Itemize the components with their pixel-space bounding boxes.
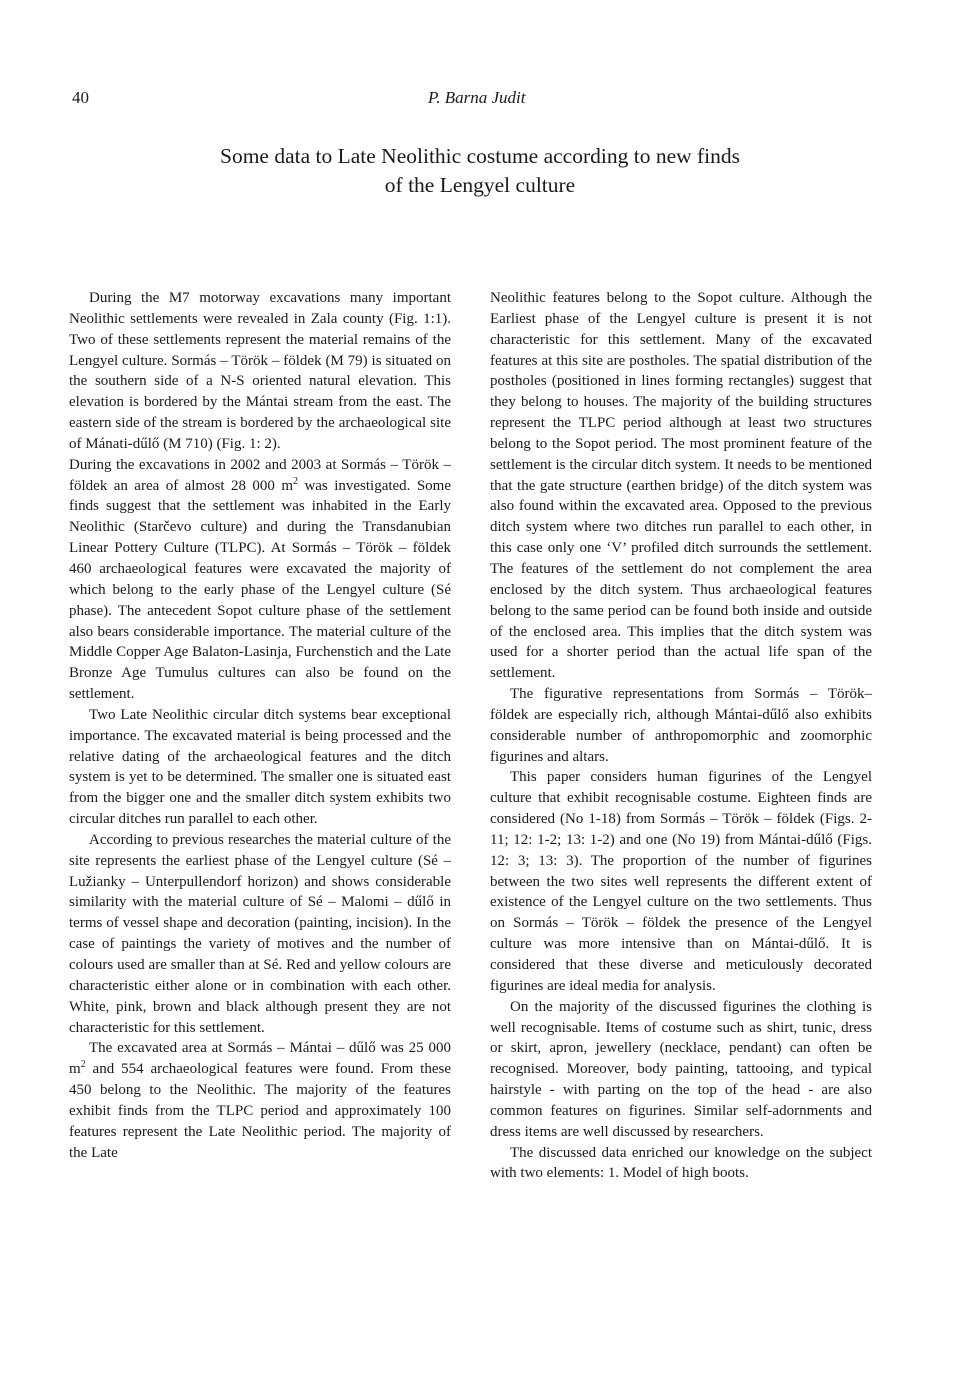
right-paragraph-1: Neolithic features belong to the Sopot culture. Although the Earliest phase of the Lengyel culture is present it is not characteristic for this settlement. Many of the excavated features at this site are postholes. The spatial distribution of the postholes (positioned in lines forming rectangles) suggest that they belong to houses. The majority of the building structures represent the TLPC period although at least two structures belong to the Sopot period. The most prominent feature of the settlement is the circular ditch system. It needs to be mentioned that the gate structure (earthen bridge) of the ditch system was also found within the excavated area. Opposed to the previous ditch system where two ditches run parallel to each other, in this case only one ‘V’ profiled ditch surrounds the settlement. The features of the settlement do not complement the area enclosed by the ditch system. Thus archaeological features belong to the same period can be found both inside and outside of the enclosed area. This implies that the ditch system was used for a shorter period than the actual life span of the settlement.	[490, 290, 872, 682]
left-paragraph-2	[69, 455, 451, 705]
superscript-2: 2	[293, 475, 299, 487]
left-paragraph-3: Two Late Neolithic circular ditch systems bear exceptional importance. The excavated material is being processed and the relative dating of the archaeological features and the ditch system is yet to be determined. The smaller one is situated east from the bigger one and the smaller ditch system exhibits two circular ditches run parallel to each other.	[69, 706, 451, 828]
left-paragraph-4: According to previous researches the material culture of the site represents the earliest phase of the Lengyel culture (Sé – Lužianky – Unterpullendorf horizon) and shows considerable similarity with the material culture of Sé – Malomi – dűlő in terms of vessel shape and decoration (painting, incision). In the case of paintings the variety of motives and the number of colours used are smaller than at Sé. Red and yellow colours are characteristic either alone or in combination with each other. White, pink, brown and black although present they are not characteristic for this settlement.	[69, 831, 451, 1036]
right-paragraph-5: The discussed data enriched our knowledge on the subject with two elements: 1. Model of high boots.	[490, 1144, 872, 1182]
right-paragraph-4: On the majority of the discussed figurines the clothing is well recognisable. Items of costume such as shirt, tunic, dress or skirt, apron, jewellery (necklace, pendant) can often be recognised. Moreover, body painting, tattooing, and typical hairstyle - with parting on the top of the head - are also common features on figurines. Similar self-adornments and dress items are well discussed by researchers.	[490, 998, 872, 1140]
superscript-2: 2	[80, 1059, 86, 1071]
left-column	[69, 288, 451, 1163]
right-column	[490, 288, 872, 1184]
page-number: 40	[72, 88, 89, 107]
right-paragraph-2: The figurative representations from Sormás – Török– földek are especially rich, although Mántai-dűlő also exhibits considerable number of anthropomorphic and zoomorphic figurines and altars.	[490, 686, 872, 765]
right-paragraph-3: This paper considers human figurines of the Lengyel culture that exhibit recognisable costume. Eighteen finds are considered (No 1-18) from Sormás – Török – földek (Figs. 2-11; 12: 1-2; 13: 1-2) and one (No 19) from Mántai-dűlő (Figs. 12: 3; 13: 3). The proportion of the number of figurines between the two sites well represents the different extent of existence of the Lengyel culture on the two settlements. Thus on Sormás – Török – földek the presence of the Lengyel culture was more intensive than on Mántai-dűlő. It is considered that these diverse and meticulously decorated figurines are ideal media for analysis.	[490, 769, 872, 994]
left-paragraph-2-text-a: During the excavations in 2002 and 2003 at Sormás – Török – földek an area of almost 28 000 m	[69, 456, 451, 494]
title-line-1: Some data to Late Neolithic costume according to new finds	[219, 144, 741, 168]
title-line-2: of the Lengyel culture	[384, 173, 576, 197]
running-head: P. Barna Judit	[428, 88, 526, 107]
left-paragraph-5-text-b: and 554 archaeological features were found. From these 450 belong to the Neolithic. The majority of the features exhibit finds from the TLPC period and approximately 100 features represent the Late Neolithic period. The majority of the Late	[69, 1061, 451, 1161]
left-paragraph-5-text-a: The excavated area at Sormás – Mántai – dűlő was 25 000 m	[69, 1040, 451, 1078]
left-paragraph-5	[69, 1038, 451, 1163]
left-paragraph-2-text-b: was investigated. Some finds suggest that the settlement was inhabited in the Early Neolithic (Starčevo culture) and during the Transdanubian Linear Pottery Culture (TLPC). At Sormás – Török – földek 460 archaeological features were excavated the majority of which belong to the early phase of the Lengyel culture (Sé phase). The antecedent Sopot culture phase of the settlement also bears considerable importance. The material culture of the Middle Copper Age Balaton-Lasinja, Furchenstich and the Late Bronze Age Tumulus cultures can also be found on the settlement.	[69, 477, 452, 703]
left-paragraph-1: During the M7 motorway excavations many important Neolithic settlements were revealed in Zala county (Fig. 1:1). Two of these settlements represent the material remains of the Lengyel culture. Sormás – Török – földek (M 79) is situated on the southern side of a N-S oriented natural elevation. This elevation is bordered by the Mántai stream from the east. The eastern side of the stream is bordered by the archaeological site of Mánati-dűlő (M 710) (Fig. 1: 2).	[69, 290, 451, 452]
article-title	[100, 142, 860, 200]
